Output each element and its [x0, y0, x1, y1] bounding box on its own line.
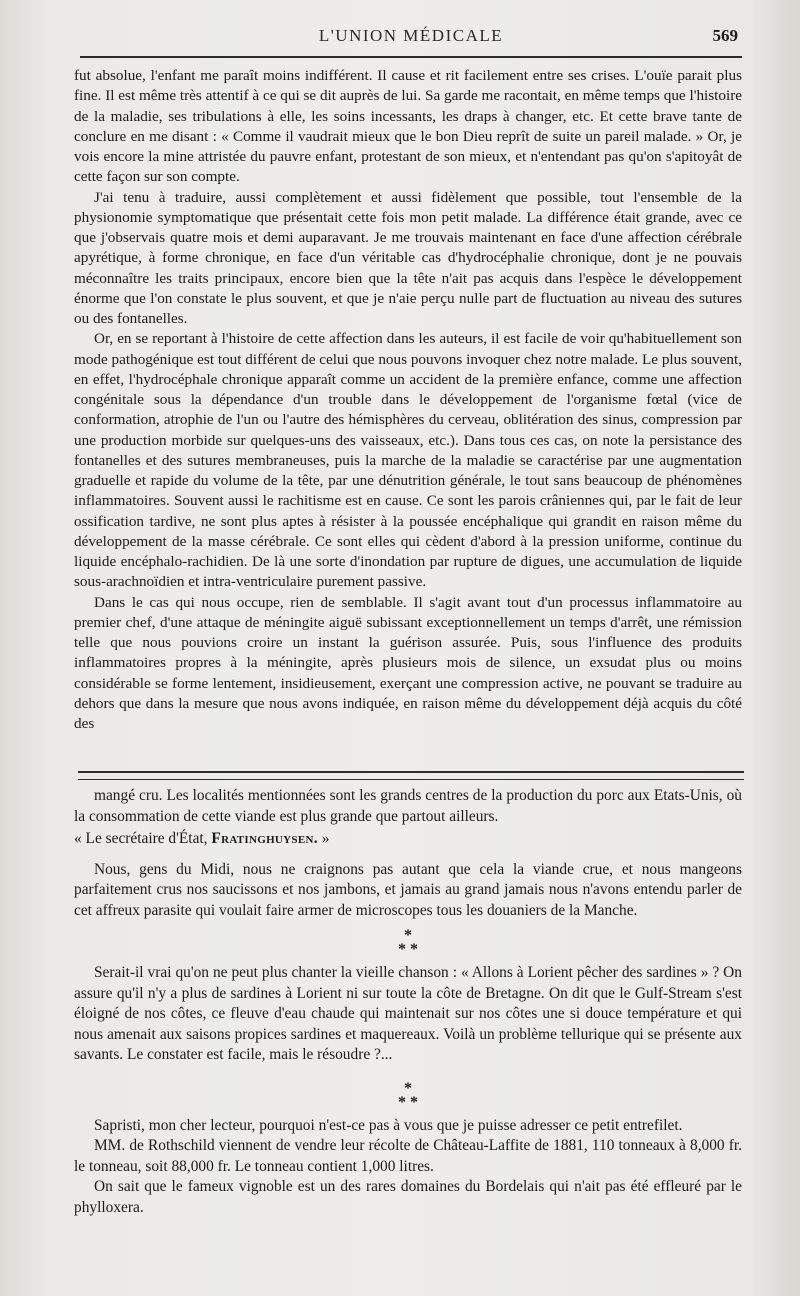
paragraph-4: Dans le cas qui nous occupe, rien de semblable. Il s'agit avant tout d'un processus inflammatoire au premier chef, d'une attaque de méningite aiguë subissant exceptionnellement un temps d'arrêt, une rémission telle que nous pouvions croire un instant la guérison assurée. Puis, sous l'influence des produits inflammatoires propres à la méningite, après plusieurs mois de silence, un exsudat plus ou moins considérable se forme lentement, insidieusement, exerçant une compression active, ne pouvant se traduire au dehors que dans la mesure que nous avons indiquée, en raison même du développement déjà acquis du côté des	[74, 593, 742, 732]
signature-suffix: »	[321, 830, 330, 847]
page-number: 569	[712, 26, 738, 45]
paragraph-3: Or, en se reportant à l'histoire de cette affection dans les auteurs, il est facile de voir qu'habituellement son mode pathogénique est tout différent de celui que nous pouvons invoquer chez notre malade. Le plus souvent, en effet, l'hydrocéphale chronique apparaît comme un accident de la première enfance, comme une affection congénitale sous la dépendance d'un trouble dans le développement de l'organisme fœtal (vice de conformation, atrophie de l'un ou l'autre des hémisphères du cerveau, oblitération des sinus, compression par une production morbide sur quelques-uns des vaisseaux, etc.). Dans tous ces cas, on note la persistance des fontanelles et des sutures membraneuses, puis la marche de la maladie se caractérise par une augmentation graduelle et rapide du volume de la tête, par une dénutrition générale, le tout sans beaucoup de phénomènes inflammatoires. Souvent aussi le rachitisme est en cause. Ce sont les parois crâniennes qui, par le fait de leur ossification tardive, ne sont plus aptes à résister à la poussée encéphalique qui grandit en raison même du développement de la masse cérébrale. Ce sont elles qui cèdent d'abord à la pression uniforme, continue du liquide encéphalo-rachidien. De là une sorte d'inondation par rupture de digues, une accumulation de liquide sous-arachnoïdien et intra-ventriculaire purement passive.	[74, 330, 742, 591]
feuilleton-paragraph-4: Sapristi, mon cher lecteur, pourquoi n'est-ce pas à vous que je puisse adresser ce petit entrefilet.	[94, 1116, 683, 1134]
section-break-asterism-2	[74, 1079, 742, 1111]
feuilleton-paragraph-6: On sait que le fameux vignoble est un des rares domaines du Bordelais qui n'ait pas été effleuré par le phylloxera.	[74, 1178, 742, 1216]
asterism-top: *	[404, 927, 412, 944]
signature-prefix: « Le secrétaire d'État,	[74, 830, 208, 847]
running-header	[80, 26, 742, 52]
signature-line	[74, 829, 742, 850]
feuilleton-paragraph-1: mangé cru. Les localités mentionnées sont les grands centres de la production du porc aux Etats-Unis, où la consommation de cette viande est plus grande que partout ailleurs.	[74, 787, 742, 825]
feuilleton-section	[74, 786, 742, 1218]
feuilleton-paragraph-5: MM. de Rothschild viennent de vendre leur récolte de Château-Laffite de 1881, 110 tonneaux à 8,000 fr. le tonneau, soit 88,000 fr. Le tonneau contient 1,000 litres.	[74, 1137, 742, 1175]
feuilleton-paragraph-3: Serait-il vrai qu'on ne peut plus chanter la vieille chanson : « Allons à Lorient pêcher des sardines » ? On assure qu'il n'y a plus de sardines à Lorient ni sur toute la côte de Bretagne. On dit que le Gulf-Stream s'est éloigné de nos côtes, ce fleuve d'eau chaude qui maintenait sur nos côtes une si douce température et qui nous amenait aux saisons propices sardines et maquereaux. Voilà un problème tellurique qui se présente aux savants. Le constater est facile, mais le résoudre ?...	[74, 964, 742, 1063]
section-separator	[78, 771, 744, 780]
section-break-asterism	[74, 929, 742, 957]
paragraph-1: fut absolue, l'enfant me paraît moins indifférent. Il cause et rit facilement entre ses crises. L'ouïe parait plus fine. Il est même très attentif à ce qui se dit auprès de lui. Sa garde me racontait, en même temps que l'histoire de la maladie, ses tribulations à elle, les soins incessants, les draps à changer, etc. Et cette brave tante de conclure en me disant : « Comme il vaudrait mieux que le bon Dieu reprît de suite un pareil malade. » Or, je vois encore la mine attristée du pauvre enfant, protestant de son mieux, et n'entendant pas qu'on s'apitoyât de cette façon sur son compte.	[74, 67, 742, 186]
feuilleton-paragraph-2: Nous, gens du Midi, nous ne craignons pas autant que cela la viande crue, et nous mangeons parfaitement crus nos saucissons et nos jambons, et jamais au grand jamais nous n'avons entendu parler de cet affreux parasite qui voulait faire armer de microscopes tous les douaniers de la Manche.	[74, 860, 742, 919]
asterism-top-2: *	[404, 1079, 412, 1097]
asterism-bottom: * *	[398, 941, 418, 958]
paragraph-2: J'ai tenu à traduire, aussi complètement et aussi fidèlement que possible, tout l'ensemble de la physionomie symptomatique que présentait cette fois mon petit malade. La différence était grande, avec ce que j'observais quatre mois et demi auparavant. Je me trouvais maintenant en face d'une affection cérébrale apyrétique, à forme chronique, en face d'un véritable cas d'hydrocéphalie chronique, dont je ne pouvais méconnaître les traits principaux, encore bien que la tête n'ait pas acquis dans l'espèce le développement énorme que l'on constate le plus souvent, et que je n'aie perçu nulle part de fluctuation au niveau des sutures ou des fontanelles.	[74, 188, 742, 327]
signature-name: Fratinghuysen.	[211, 830, 318, 847]
header-rule	[80, 56, 742, 58]
article-continuation	[74, 66, 742, 734]
spacer	[74, 850, 742, 860]
journal-title: L'UNION MÉDICALE	[318, 26, 504, 45]
asterism-bottom-2: * *	[398, 1093, 418, 1111]
